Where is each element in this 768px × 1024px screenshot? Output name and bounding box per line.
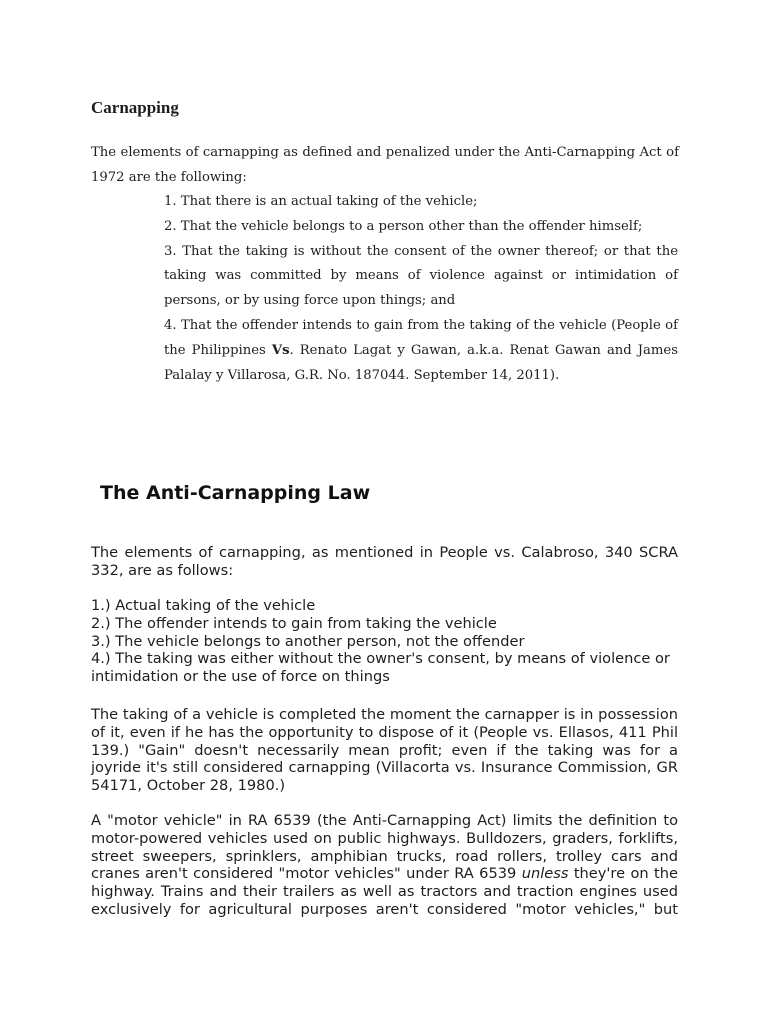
- paragraph-text: A "motor vehicle" in RA 6539 (the Anti-Carnapping Act) limits the definition to motor-powered vehicles used on public highways. Bulldozers, graders, forklifts, street sweepers, sprinklers, amphibian trucks, road rollers, trolley cars and cranes aren't considered "motor vehicles" under RA 6539: [91, 812, 678, 883]
- paragraph-motor-vehicle: [91, 812, 678, 919]
- list-item: 1. That there is an actual taking of the vehicle;: [164, 194, 478, 209]
- elements-list: [164, 190, 678, 388]
- intro-paragraph: The elements of carnapping as defined and penalized under the Anti-Carnapping Act of 1972 are the following:: [91, 145, 679, 185]
- list-item: 2.) The offender intends to gain from taking the vehicle: [91, 614, 497, 632]
- list-item: 4.) The taking was either without the owner's consent, by means of violence or intimidation or the use of force on things: [91, 650, 670, 686]
- intro-paragraph: The elements of carnapping, as mentioned in People vs. Calabroso, 340 SCRA 332, are as follows:: [91, 544, 678, 579]
- section-heading-anti-carnapping-law: The Anti-Carnapping Law: [100, 482, 371, 504]
- list-item: 1.) Actual taking of the vehicle: [91, 597, 316, 614]
- list-item: [164, 314, 678, 388]
- list-item-text: . Renato Lagat y Gawan, a.k.a. Renat Gawan and James Palalay y Villarosa, G.R. No. 187044. September 14, 2011).: [164, 342, 678, 383]
- list-item: 2. That the vehicle belongs to a person other than the offender himself;: [164, 218, 643, 234]
- unless-italic: unless: [521, 865, 569, 883]
- list-item-text: 4. That the offender intends to gain from the taking of the vehicle (People of the Philippines: [164, 317, 678, 358]
- section-heading-carnapping: Carnapping: [91, 98, 179, 117]
- versus-bold: Vs: [271, 342, 290, 358]
- list-item: 3.) The vehicle belongs to another person, not the offender: [91, 632, 525, 650]
- paragraph-text: they're on the highway. Trains and their trailers as well as tractors and traction engines used exclusively for agricultural purposes aren't considered "motor vehicles," but: [91, 865, 678, 918]
- elements-list: [91, 597, 678, 686]
- paragraph-taking: The taking of a vehicle is completed the moment the carnapper is in possession of it, even if he has the opportunity to dispose of it (People vs. Ellasos, 411 Phil 139.) "Gain" doesn't necessarily mean profit; even if the taking was for a joyride it's still considered carnapping (Villacorta vs. Insurance Commission, GR 54171, October 28, 1980.): [91, 706, 678, 795]
- list-item: 3. That the taking is without the consent of the owner thereof; or that the taking was committed by means of violence against or intimidation of persons, or by using force upon things; and: [164, 243, 678, 309]
